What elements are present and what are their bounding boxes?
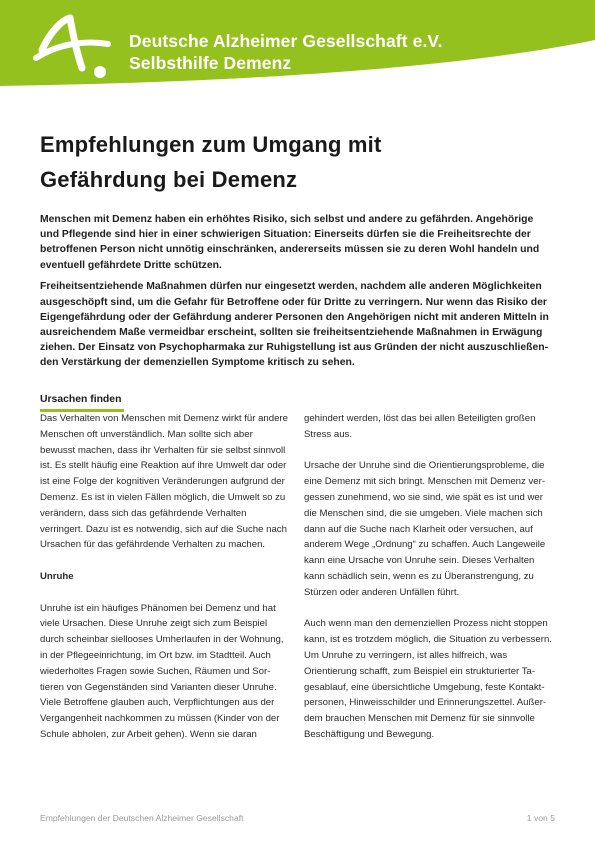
right-paragraph-2: Ursache der Unruhe sind die Orientierungsprobleme, die eine Demenz mit sich bringt. Menschen mit Demenz vergessen zunehmend, wo sie sind, wie spät es ist und wer die Menschen sind, die sie umgeben. Viele machen sich dann auf die Suche nach Klarheit oder versuchen, auf anderem Wege „Ordnung“ zu schaffen. Auch Langeweile kann eine Ursache von Unruhe sein. Dieses Verhalten kann schädlich sein, wenn es zu Überanstrengung, zu Stürzen oder anderen Unfällen führt. xyxy=(304,460,546,598)
section-heading: Ursachen finden xyxy=(40,394,122,405)
right-column xyxy=(304,411,554,759)
title-line2: Gefährdung bei Demenz xyxy=(40,167,298,192)
footer-source: Empfehlungen der Deutschen Alzheimer Gesellschaft xyxy=(40,813,244,823)
intro-text xyxy=(40,212,555,377)
org-name-line1: Deutsche Alzheimer Gesellschaft e.V. xyxy=(129,31,443,51)
left-column xyxy=(40,411,290,759)
organization-name xyxy=(129,30,443,74)
header-banner xyxy=(0,0,595,92)
intro-paragraph-2: Freiheitsentziehende Maßnahmen dürfen nur eingesetzt werden, nachdem alle anderen Möglichkeiten ausgeschöpft sind, um die Gefahr für Betroffene oder für Dritte zu verringern. Nur wenn das Risiko der Eigengefährdung oder der Gefährdung anderer Personen den Angehörigen nicht mit anderen Mitteln in ausreichendem Maße vermeidbar erscheint, sollten sie freiheitsentziehende Maßnahmen in Erwägung ziehen. Der Einsatz von Psychopharmaka zur Ruhigstellung ist aus Gründen der nicht auszuschließenden Verstärkung der demenziellen Symptome kritisch zu sehen. xyxy=(40,281,549,369)
page-title xyxy=(40,127,382,197)
left-paragraph-1: Das Verhalten von Menschen mit Demenz wirkt für andere Menschen oft unverständlich. Man sollte sich aber bewusst machen, dass ihr Verhalten für sie selbst sinnvoll ist. Es stellt häufig eine Reaktion auf ihre Umwelt dar oder ist eine Folge der kognitiven Veränderungen aufgrund der Demenz. Es ist in vielen Fällen möglich, die Umwelt so zu verändern, dass sich das gefährdende Verhalten verringert. Dazu ist es notwendig, sich auf die Suche nach Ursachen für das gefährdende Verhalten zu machen. xyxy=(40,413,288,551)
right-paragraph-1: gehindert werden, löst das bei allen Beteiligten großen Stress aus. xyxy=(304,413,536,440)
title-line1: Empfehlungen zum Umgang mit xyxy=(40,132,382,157)
left-paragraph-2: Unruhe ist ein häufiges Phänomen bei Demenz und hat viele Ursachen. Diese Unruhe zeigt sich zum Beispiel durch scheinbar siellooses Umherlaufen in der Wohnung, in der Pflegeeinrichtung, im Ort bzw. im Stadtteil. Auch wiederholtes Fragen sowie Suchen, Räumen und Sortieren von Gegenständen sind Varianten dieser Unruhe. Viele Betroffene glauben auch, Verpflichtungen aus der Vergangenheit nachkommen zu müssen (Kinder von der Schule abholen, zur Arbeit gehen). Wenn sie daran xyxy=(40,602,284,740)
org-name-line2: Selbsthilfe Demenz xyxy=(129,53,292,73)
intro-paragraph-1: Menschen mit Demenz haben ein erhöhtes Risiko, sich selbst und andere zu gefährden. Angehörige und Pflegende sind hier in einer schwierigen Situation: Einerseits dürfen sie die Freiheitsrechte der betroffenen Person nicht unnötig einschränken, andererseits müssen sie zu deren Wohl handeln und eventuell gefährdete Dritte schützen. xyxy=(40,214,540,271)
page-number: 1 von 5 xyxy=(526,813,555,823)
right-paragraph-3: Auch wenn man den demenziellen Prozess nicht stoppen kann, ist es trotzdem möglich, die Situation zu verbessern. Um Unruhe zu verringern, ist alles hilfreich, was Orientierung schafft, zum Beispiel ein strukturierter Tagesablauf, eine übersichtliche Umgebung, feste Kontaktpersonen, Hinweisschilder und Erinnerungszettel. Außerdem brauchen Menschen mit Demenz für sie sinnvolle Beschäftigung und Bewegung. xyxy=(304,618,552,740)
subheading-unruhe: Unruhe xyxy=(40,570,74,582)
